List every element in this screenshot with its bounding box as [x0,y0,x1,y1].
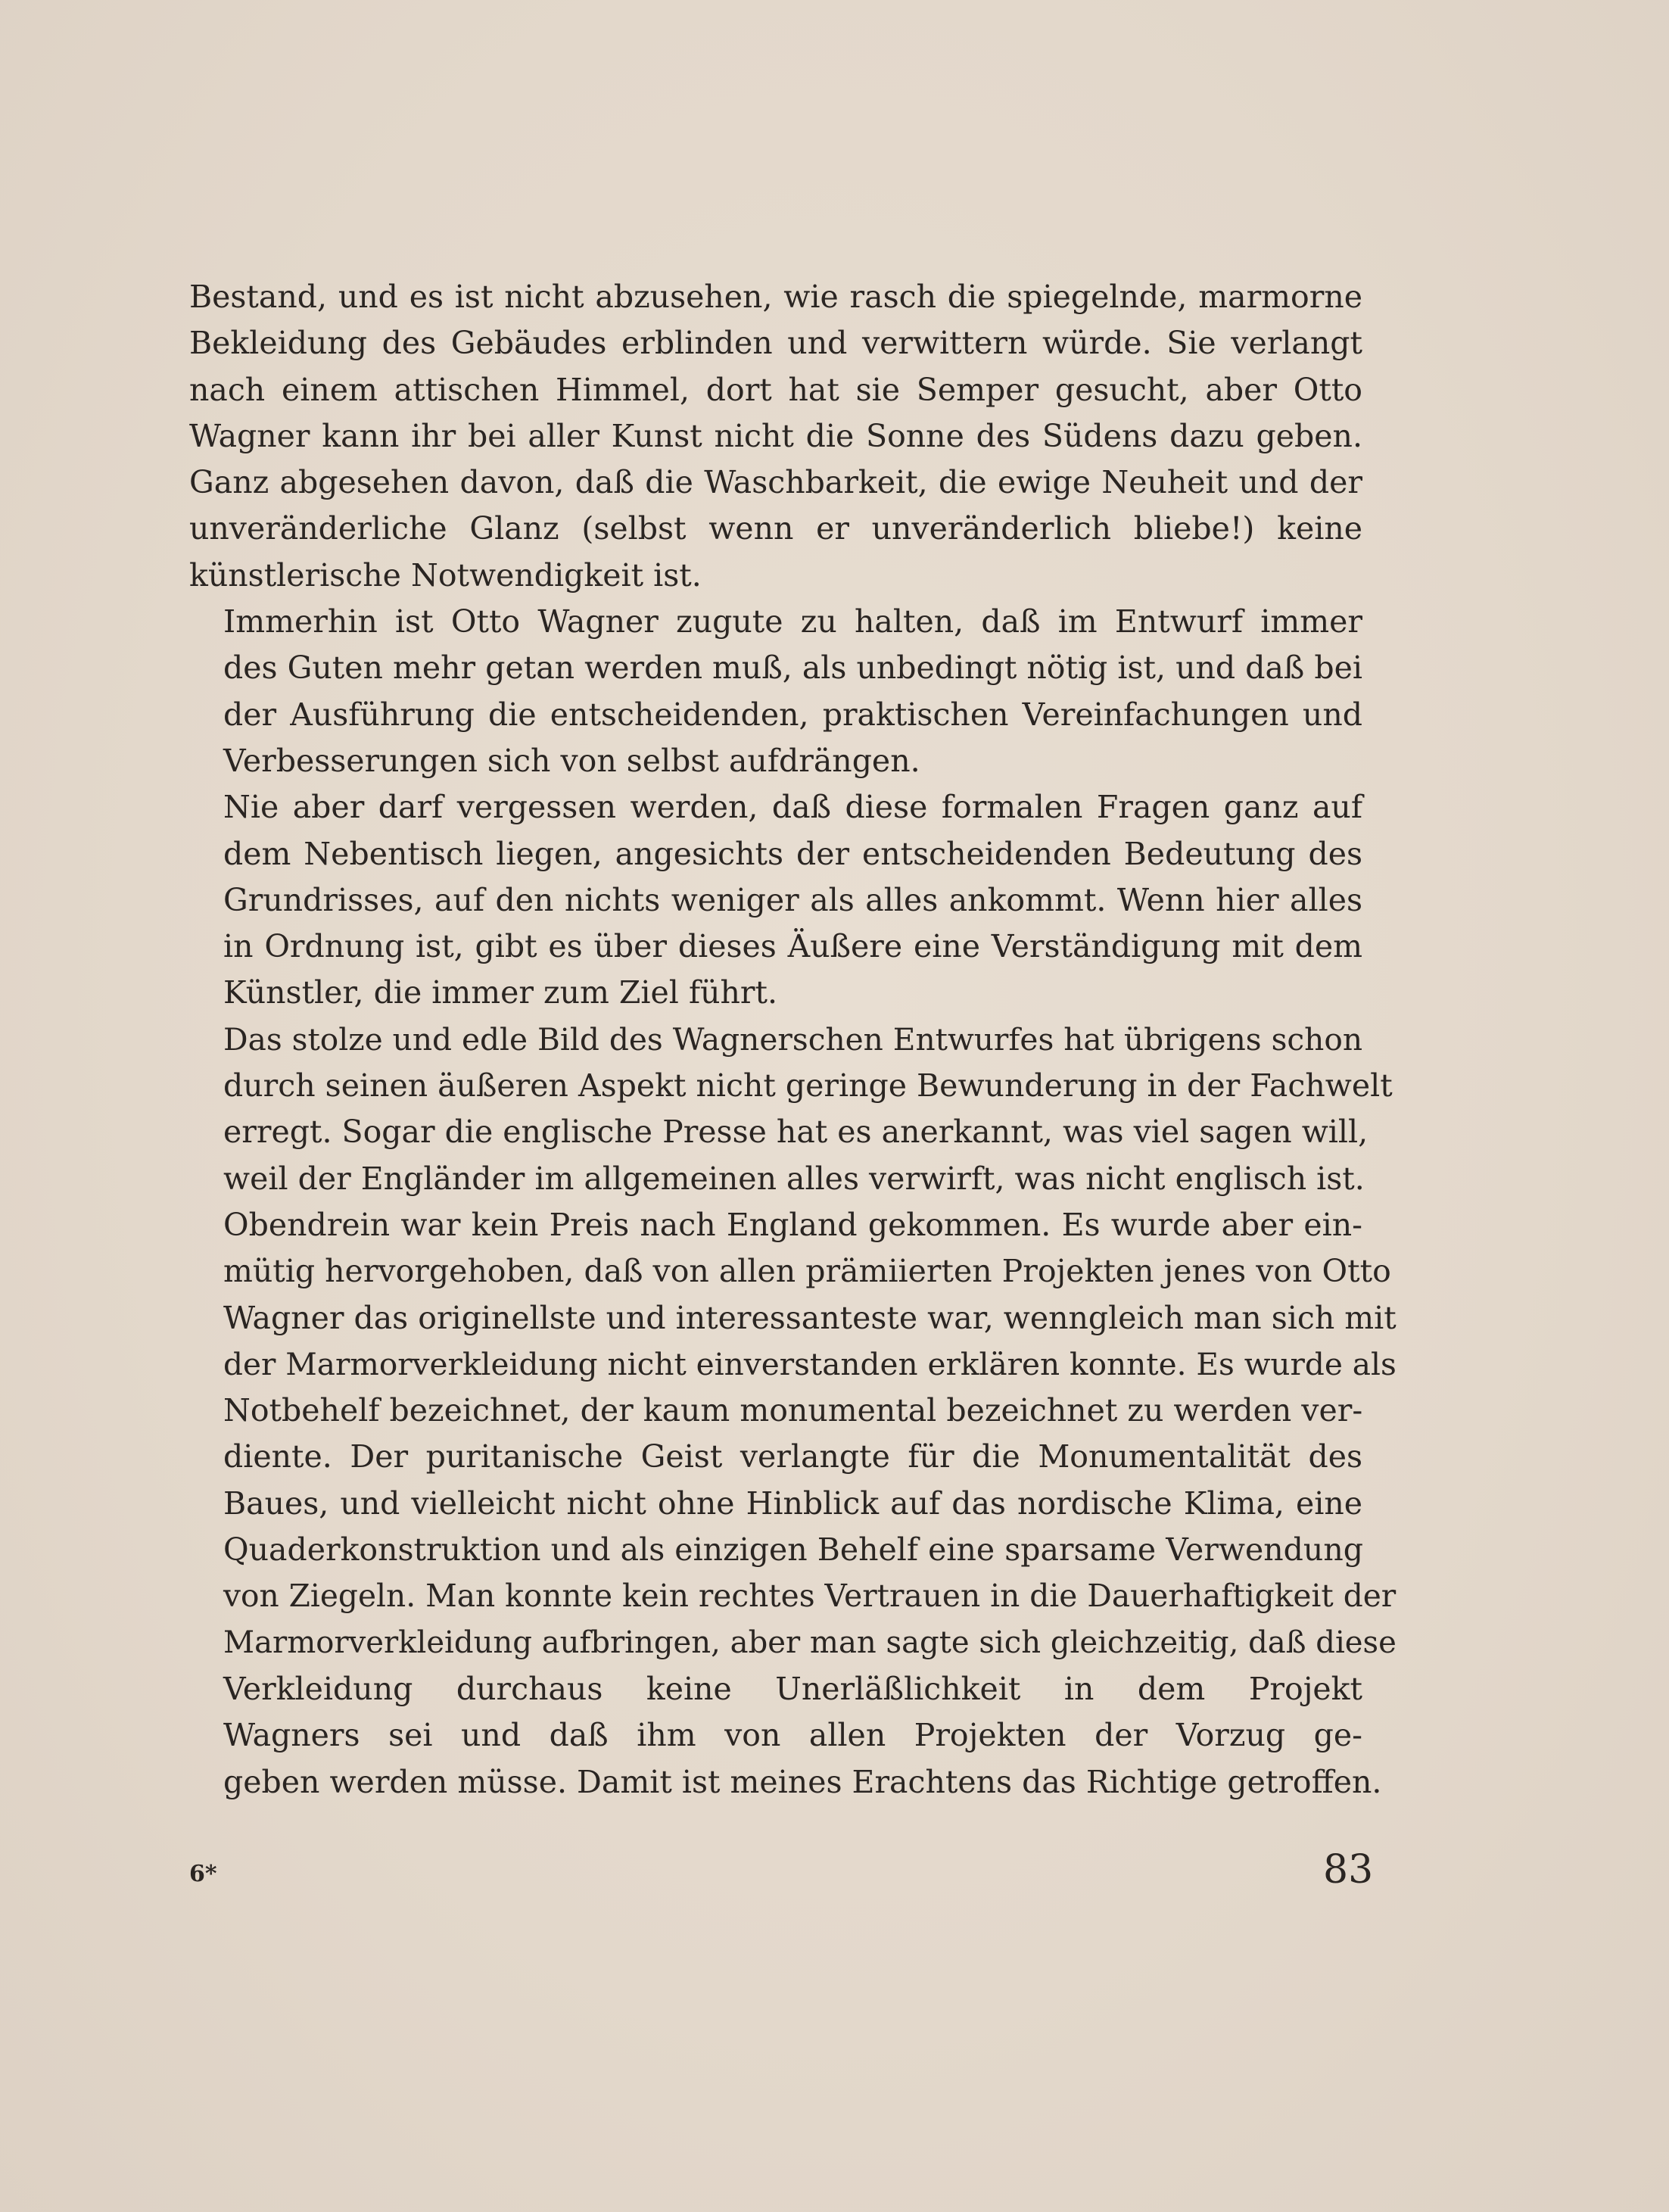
page-number: 83 [1323,1847,1374,1893]
text-line: des Guten mehr getan werden muß, als unbedingt nötig ist, und daß bei [223,650,1362,687]
text-line: diente. Der puritanische Geist verlangte für die Monumentalität des [223,1438,1362,1475]
body-text [189,274,1397,1805]
text-line: in Ordnung ist, gibt es über dieses Äußere eine Verständigung mit dem [223,928,1362,965]
text-line: Wagners sei und daß ihm von allen Projekten der Vorzug ge- [223,1717,1362,1754]
text-line: Verkleidung durchaus keine Unerläßlichkeit in dem Projekt [223,1670,1362,1707]
text-line: Nie aber darf vergessen werden, daß diese formalen Fragen ganz auf [223,789,1362,826]
text-line: künstlerische Notwendigkeit ist. [189,556,702,594]
text-line: Baues, und vielleicht nicht ohne Hinblick auf das nordische Klima, eine [223,1485,1362,1522]
text-line: der Ausführung die entscheidenden, praktischen Vereinfachungen und [223,696,1362,733]
text-line: Grundrisses, auf den nichts weniger als alles ankommt. Wenn hier alles [223,881,1362,918]
text-line: Wagner das originellste und interessanteste war, wenngleich man sich mit [223,1299,1397,1336]
text-line: dem Nebentisch liegen, angesichts der entscheidenden Bedeutung des [223,835,1362,872]
text-line: der Marmorverkleidung nicht einverstanden erklären konnte. Es wurde als [223,1345,1397,1382]
text-line: von Ziegeln. Man konnte kein rechtes Vertrauen in die Dauerhaftigkeit der [223,1578,1397,1615]
text-line: geben werden müsse. Damit ist meines Erachtens das Richtige getroffen. [223,1763,1382,1800]
signature-mark: 6* [189,1861,217,1887]
text-line: Notbehelf bezeichnet, der kaum monumental bezeichnet zu werden ver- [223,1392,1363,1429]
text-line: unveränderliche Glanz (selbst wenn er unveränderlich bliebe!) keine [189,510,1362,547]
paragraph [189,784,1362,1016]
text-line: durch seinen äußeren Aspekt nicht geringe Bewunderung in der Fachwelt [223,1067,1393,1104]
text-line: Marmorverkleidung aufbringen, aber man sagte sich gleichzeitig, daß diese [223,1625,1397,1660]
text-line: Künstler, die immer zum Ziel führt. [223,974,778,1011]
text-line: Wagner kann ihr bei aller Kunst nicht die Sonne des Südens dazu geben. [189,417,1362,454]
text-line: nach einem attischen Himmel, dort hat sie Semper gesucht, aber Otto [189,371,1362,408]
text-line: Verbesserungen sich von selbst aufdrängen. [223,742,920,779]
text-line: mütig hervorgehoben, daß von allen prämiierten Projekten jenes von Otto [223,1253,1391,1290]
paragraph [189,1017,1397,1805]
text-line: weil der Engländer im allgemeinen alles verwirft, was nicht englisch ist. [223,1160,1365,1197]
paragraph [189,274,1362,599]
paragraph [189,599,1362,784]
text-line: Quaderkonstruktion und als einzigen Behelf eine sparsame Verwendung [223,1531,1363,1569]
text-line: Bekleidung des Gebäudes erblinden und verwittern würde. Sie verlangt [189,325,1362,362]
text-line: Ganz abgesehen davon, daß die Waschbarkeit, die ewige Neuheit und der [189,464,1362,501]
text-line: erregt. Sogar die englische Presse hat es anerkannt, was viel sagen will, [223,1114,1369,1151]
text-line: Obendrein war kein Preis nach England gekommen. Es wurde aber ein- [223,1206,1362,1243]
text-line: Das stolze und edle Bild des Wagnerschen Entwurfes hat übrigens schon [223,1020,1362,1058]
text-line: Immerhin ist Otto Wagner zugute zu halten, daß im Entwurf immer [223,603,1362,640]
text-line: Bestand, und es ist nicht abzusehen, wie rasch die spiegelnde, marmorne [189,279,1362,315]
